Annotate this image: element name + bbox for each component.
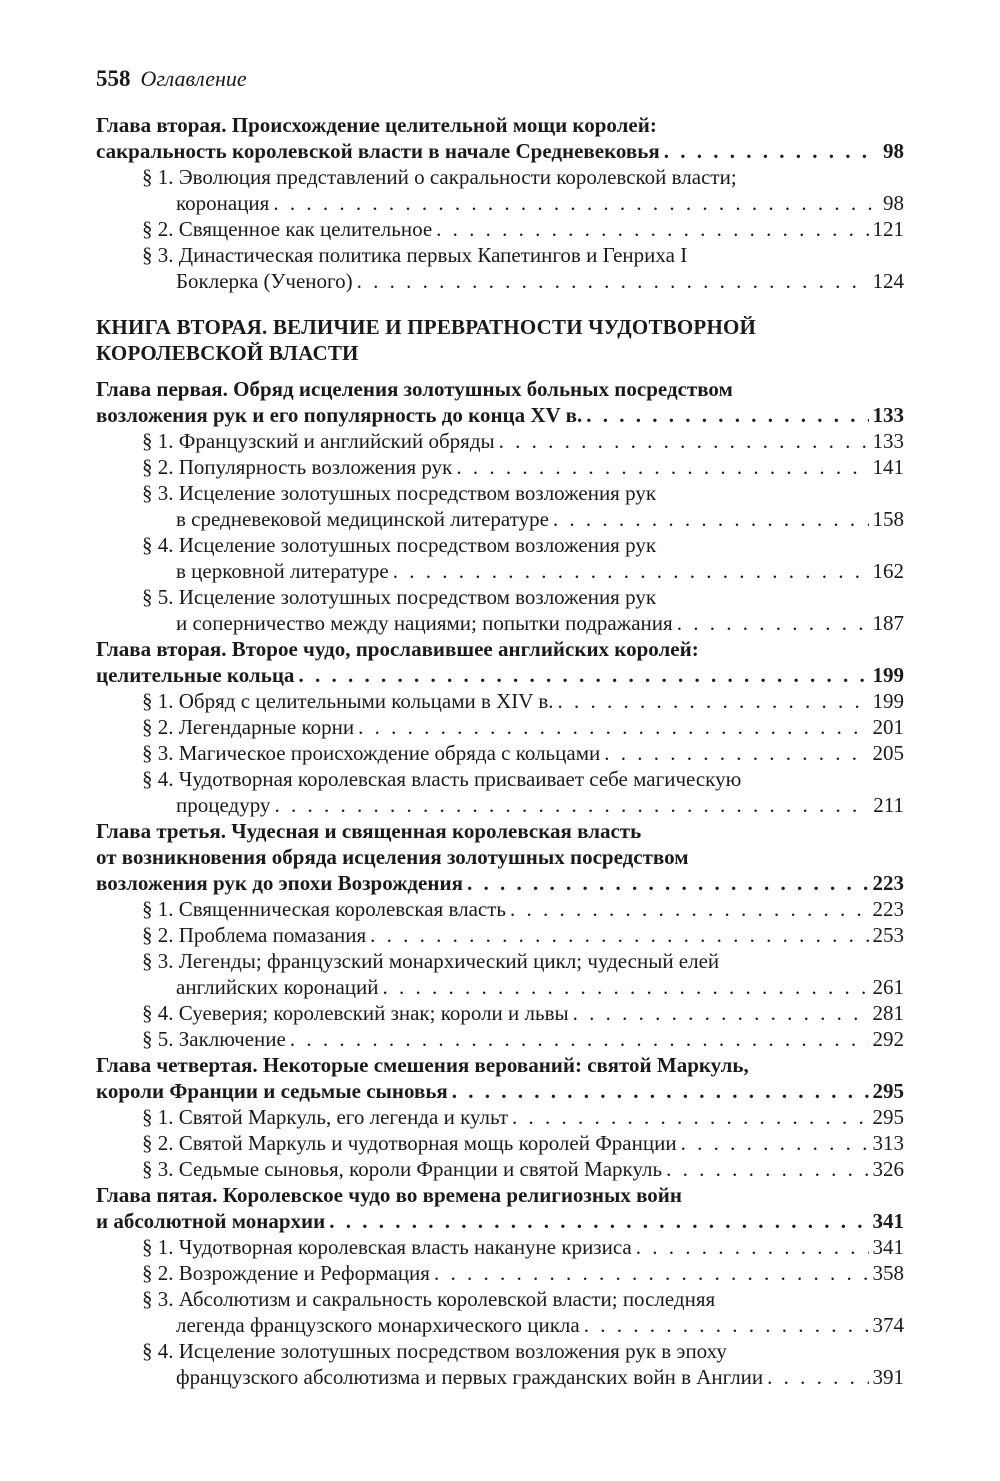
section-entry[interactable] (96, 506, 904, 532)
book-heading-line: КОРОЛЕВСКОЙ ВЛАСТИ (96, 341, 359, 365)
section-title: § 1. Чудотворная королевская власть накануне кризиса (142, 1235, 632, 1259)
chapter-title-line: возложения рук до эпохи Возрождения (96, 871, 463, 895)
page-ref: 211 (873, 793, 904, 817)
chapter-entry[interactable] (96, 1078, 904, 1104)
chapter-entry[interactable] (96, 402, 904, 428)
section-entry[interactable] (96, 1104, 904, 1130)
dot-leader (604, 740, 868, 766)
page-ref: 223 (872, 871, 904, 895)
dot-leader (434, 1260, 869, 1286)
section-entry[interactable] (96, 1000, 904, 1026)
running-header (96, 64, 247, 94)
page-ref: 295 (872, 1105, 904, 1129)
section-title-line: § 4. Чудотворная королевская власть присваивает себе магическую (142, 767, 742, 791)
section-title: § 5. Заключение (142, 1027, 286, 1051)
page-ref: 201 (872, 715, 904, 739)
chapter-title-line: сакральность королевской власти в начале Средневековья (96, 139, 660, 163)
dot-leader (677, 610, 869, 636)
section-entry[interactable] (96, 1260, 904, 1286)
page-ref: 205 (872, 741, 904, 765)
section-title-line: в средневековой медицинской литературе (176, 507, 549, 531)
page-ref: 292 (872, 1027, 904, 1051)
section-title-line: § 4. Исцеление золотушных посредством возложения рук в эпоху (142, 1339, 727, 1363)
dot-leader (681, 1130, 869, 1156)
page-ref: 98 (883, 191, 904, 215)
section-entry[interactable] (96, 428, 904, 454)
section-title: § 4. Суеверия; королевский знак; короли и львы (142, 1001, 569, 1025)
section-title-line: английских коронаций (176, 975, 379, 999)
dot-leader (467, 870, 869, 896)
dot-leader (553, 506, 869, 532)
section-entry[interactable] (96, 1130, 904, 1156)
page-ref: 141 (872, 455, 904, 479)
section-entry[interactable] (96, 1026, 904, 1052)
section-title: § 1. Обряд с целительными кольцами в XIV в. (142, 689, 554, 713)
section-title-line: легенда французского монархического цикла (176, 1313, 580, 1337)
section-entry[interactable] (96, 216, 904, 242)
section-entry[interactable] (96, 1364, 904, 1390)
dot-leader (370, 922, 868, 948)
dot-leader (664, 138, 879, 164)
section-title-line: § 5. Исцеление золотушных посредством возложения рук (142, 585, 657, 609)
section-entry[interactable] (96, 714, 904, 740)
section-entry[interactable] (96, 688, 904, 714)
dot-leader (558, 688, 869, 714)
page-ref: 98 (883, 139, 904, 163)
section-title-line: и соперничество между нациями; попытки подражания (176, 611, 673, 635)
dot-leader (767, 1364, 868, 1390)
page-ref: 121 (872, 217, 904, 241)
section-title: § 2. Популярность возложения рук (142, 455, 453, 479)
page-ref: 124 (872, 269, 904, 293)
chapter-title-line: Глава четвертая. Некоторые смешения верований: святой Маркуль, (96, 1053, 749, 1077)
section-title-line: коронация (176, 191, 270, 215)
page-ref: 199 (872, 663, 904, 687)
page-ref: 223 (872, 897, 904, 921)
section-entry[interactable] (96, 558, 904, 584)
section-entry[interactable] (96, 740, 904, 766)
chapter-title-line: Глава первая. Обряд исцеления золотушных больных посредством (96, 377, 733, 401)
section-entry[interactable] (96, 792, 904, 818)
section-title-line: § 3. Исцеление золотушных посредством возложения рук (142, 481, 657, 505)
section-title: § 3. Магическое происхождение обряда с кольцами (142, 741, 601, 765)
page-ref: 295 (872, 1079, 904, 1103)
chapter-entry[interactable] (96, 138, 904, 164)
dot-leader (584, 1312, 869, 1338)
section-entry[interactable] (96, 922, 904, 948)
section-entry[interactable] (96, 454, 904, 480)
chapter-title-line: короли Франции и седьмые сыновья (96, 1079, 448, 1103)
section-title: § 1. Святой Маркуль, его легенда и культ (142, 1105, 508, 1129)
dot-leader (273, 190, 879, 216)
section-entry[interactable] (96, 896, 904, 922)
dot-leader (666, 1156, 868, 1182)
dot-leader (573, 1000, 869, 1026)
dot-leader (436, 216, 868, 242)
page-ref: 199 (872, 689, 904, 713)
page-ref: 253 (872, 923, 904, 947)
running-title: Оглавление (140, 66, 247, 91)
section-title-line: § 3. Абсолютизм и сакральность королевской власти; последняя (142, 1287, 716, 1311)
chapter-title-line: целительные кольца (96, 663, 295, 687)
section-title: § 2. Возрождение и Реформация (142, 1261, 430, 1285)
section-title-line: § 3. Легенды; французский монархический цикл; чудесный елей (142, 949, 720, 973)
chapter-entry[interactable] (96, 870, 904, 896)
section-title-line: французского абсолютизма и первых гражданских войн в Англии (176, 1365, 764, 1389)
chapter-title-line: Глава вторая. Второе чудо, прославившее английских королей: (96, 637, 699, 661)
chapter-entry[interactable] (96, 662, 904, 688)
chapter-title-line: возложения рук и его популярность до конца XV в. (96, 403, 583, 427)
page-ref: 374 (872, 1313, 904, 1337)
section-title: § 2. Священное как целительное (142, 217, 433, 241)
page-ref: 341 (872, 1235, 904, 1259)
chapter-title-line: Глава третья. Чудесная и священная королевская власть (96, 819, 642, 843)
page-ref: 326 (872, 1157, 904, 1181)
chapter-title-line: Глава вторая. Происхождение целительной мощи королей: (96, 113, 657, 137)
section-entry[interactable] (96, 268, 904, 294)
section-entry[interactable] (96, 190, 904, 216)
chapter-entry[interactable] (96, 1208, 904, 1234)
section-title-line: § 1. Эволюция представлений о сакральности королевской власти; (142, 165, 737, 189)
section-entry[interactable] (96, 974, 904, 1000)
page-ref: 313 (872, 1131, 904, 1155)
section-title-line: Боклерка (Ученого) (176, 269, 353, 293)
section-title-line: в церковной литературе (176, 559, 389, 583)
table-of-contents (96, 112, 904, 1390)
page-ref: 261 (872, 975, 904, 999)
section-entry[interactable] (96, 1312, 904, 1338)
page-ref: 162 (872, 559, 904, 583)
section-entry[interactable] (96, 1234, 904, 1260)
page-ref: 187 (872, 611, 904, 635)
dot-leader (382, 974, 868, 1000)
page-ref: 341 (872, 1209, 904, 1233)
book-heading-line: КНИГА ВТОРАЯ. ВЕЛИЧИЕ И ПРЕВРАТНОСТИ ЧУДОТВОРНОЙ (96, 315, 757, 339)
dot-leader (274, 792, 869, 818)
dot-leader (357, 268, 869, 294)
dot-leader (298, 662, 868, 688)
dot-leader (393, 558, 869, 584)
page-ref: 391 (872, 1365, 904, 1389)
page-ref: 358 (872, 1261, 904, 1285)
dot-leader (358, 714, 868, 740)
section-title: § 2. Легендарные корни (142, 715, 355, 739)
section-title-line: § 4. Исцеление золотушных посредством возложения рук (142, 533, 657, 557)
dot-leader (329, 1208, 868, 1234)
chapter-title-line: и абсолютной монархии (96, 1209, 326, 1233)
page-ref: 158 (872, 507, 904, 531)
dot-leader (290, 1026, 869, 1052)
section-title: § 2. Проблема помазания (142, 923, 367, 947)
section-title: § 1. Французский и английский обряды (142, 429, 495, 453)
section-title: § 3. Седьмые сыновья, короли Франции и святой Маркуль (142, 1157, 663, 1181)
page-ref: 133 (872, 403, 904, 427)
section-entry[interactable] (96, 610, 904, 636)
dot-leader (499, 428, 869, 454)
page-ref: 281 (872, 1001, 904, 1025)
section-title: § 1. Священническая королевская власть (142, 897, 507, 921)
page-ref: 133 (872, 429, 904, 453)
dot-leader (510, 896, 868, 922)
section-entry[interactable] (96, 1156, 904, 1182)
chapter-title-line: от возникновения обряда исцеления золотушных посредством (96, 845, 689, 869)
section-title-line: § 3. Династическая политика первых Капетингов и Генриха I (142, 243, 688, 267)
dot-leader (636, 1234, 869, 1260)
chapter-title-line: Глава пятая. Королевское чудо во времена религиозных войн (96, 1183, 683, 1207)
dot-leader (512, 1104, 869, 1130)
dot-leader (452, 1078, 869, 1104)
dot-leader (586, 402, 868, 428)
section-title-line: процедуру (176, 793, 271, 817)
section-title: § 2. Святой Маркуль и чудотворная мощь королей Франции (142, 1131, 677, 1155)
dot-leader (456, 454, 868, 480)
page-number: 558 (96, 66, 131, 91)
